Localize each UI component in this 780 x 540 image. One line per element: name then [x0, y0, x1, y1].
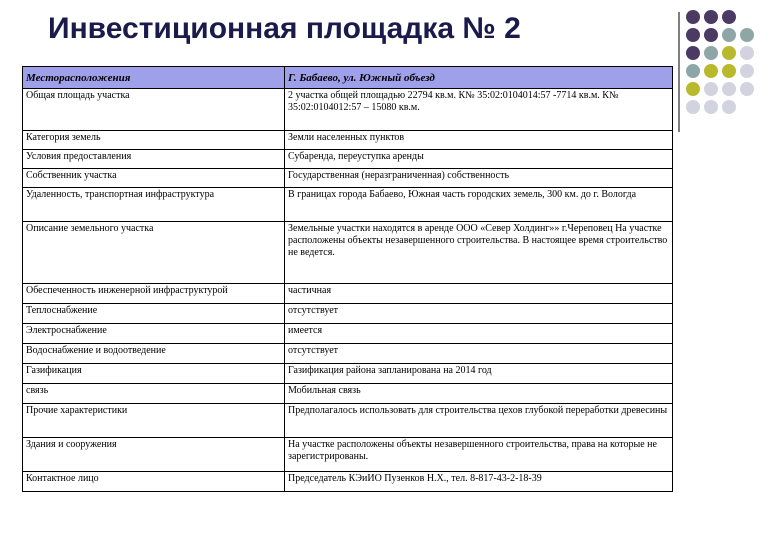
row-value: Земли населенных пунктов — [285, 131, 673, 150]
decorative-dots — [686, 10, 754, 114]
row-label: Общая площадь участка — [23, 89, 285, 131]
row-label: Прочие характеристики — [23, 404, 285, 438]
table-row — [23, 404, 673, 438]
dot-icon — [722, 100, 736, 114]
dot-icon — [740, 10, 754, 24]
row-label: Категория земель — [23, 131, 285, 150]
dot-icon — [722, 82, 736, 96]
row-value: имеется — [285, 324, 673, 344]
row-value: На участке расположены объекты незавершенного строительства, права на которые не зарегистрированы. — [285, 438, 673, 472]
dot-icon — [686, 10, 700, 24]
dot-icon — [704, 100, 718, 114]
row-value: отсутствует — [285, 304, 673, 324]
table-row — [23, 222, 673, 284]
row-value: Предполагалось использовать для строительства цехов глубокой переработки древесины — [285, 404, 673, 438]
dot-icon — [722, 64, 736, 78]
row-label: связь — [23, 384, 285, 404]
table-row — [23, 169, 673, 188]
row-label: Газификация — [23, 364, 285, 384]
table-row — [23, 188, 673, 222]
info-table — [22, 66, 673, 492]
row-label: Здания и сооружения — [23, 438, 285, 472]
row-label: Удаленность, транспортная инфраструктура — [23, 188, 285, 222]
header-cell-location-value: Г. Бабаево, ул. Южный объезд — [285, 67, 673, 89]
dot-icon — [686, 28, 700, 42]
table-row — [23, 364, 673, 384]
row-label: Обеспеченность инженерной инфраструктурой — [23, 284, 285, 304]
table-row — [23, 284, 673, 304]
row-label: Описание земельного участка — [23, 222, 285, 284]
row-value: частичная — [285, 284, 673, 304]
page-title: Инвестиционная площадка № 2 — [48, 12, 521, 45]
dot-icon — [722, 46, 736, 60]
divider — [678, 12, 680, 132]
row-label: Условия предоставления — [23, 150, 285, 169]
row-label: Собственник участка — [23, 169, 285, 188]
table-row — [23, 384, 673, 404]
dot-icon — [722, 10, 736, 24]
dot-icon — [686, 64, 700, 78]
dot-icon — [704, 64, 718, 78]
dot-icon — [686, 82, 700, 96]
dot-icon — [740, 82, 754, 96]
table-row — [23, 131, 673, 150]
dot-icon — [686, 46, 700, 60]
table-header-row — [23, 67, 673, 89]
table-row — [23, 150, 673, 169]
dot-icon — [740, 28, 754, 42]
row-value: отсутствует — [285, 344, 673, 364]
dot-icon — [740, 46, 754, 60]
row-label: Контактное лицо — [23, 472, 285, 492]
row-label: Водоснабжение и водоотведение — [23, 344, 285, 364]
dot-icon — [740, 64, 754, 78]
table-row — [23, 472, 673, 492]
row-value: 2 участка общей площадью 22794 кв.м. К№ 35:02:0104014:57 -7714 кв.м. К№ 35:02:0104012:57 – 15080 кв.м. — [285, 89, 673, 131]
dot-icon — [740, 100, 754, 114]
row-value: Земельные участки находятся в аренде ООО «Север Холдинг»» г.Череповец На участке расположены объекты незавершенного строительства. В настоящее время строительство не ведется. — [285, 222, 673, 284]
dot-icon — [704, 10, 718, 24]
row-label: Электроснабжение — [23, 324, 285, 344]
row-value: В границах города Бабаево, Южная часть городских земель, 300 км. до г. Вологда — [285, 188, 673, 222]
header-cell-location-label: Месторасположения — [23, 67, 285, 89]
table-row — [23, 304, 673, 324]
dot-icon — [704, 82, 718, 96]
row-label: Теплоснабжение — [23, 304, 285, 324]
table-row — [23, 344, 673, 364]
row-value: Председатель КЭиИО Пузенков Н.Х., тел. 8-817-43-2-18-39 — [285, 472, 673, 492]
table-row — [23, 324, 673, 344]
row-value: Субаренда, переуступка аренды — [285, 150, 673, 169]
table-row — [23, 438, 673, 472]
row-value: Мобильная связь — [285, 384, 673, 404]
row-value: Газификация района запланирована на 2014 год — [285, 364, 673, 384]
dot-icon — [686, 100, 700, 114]
table-row — [23, 89, 673, 131]
dot-icon — [704, 28, 718, 42]
dot-icon — [704, 46, 718, 60]
dot-icon — [722, 28, 736, 42]
row-value: Государственная (неразграниченная) собственность — [285, 169, 673, 188]
